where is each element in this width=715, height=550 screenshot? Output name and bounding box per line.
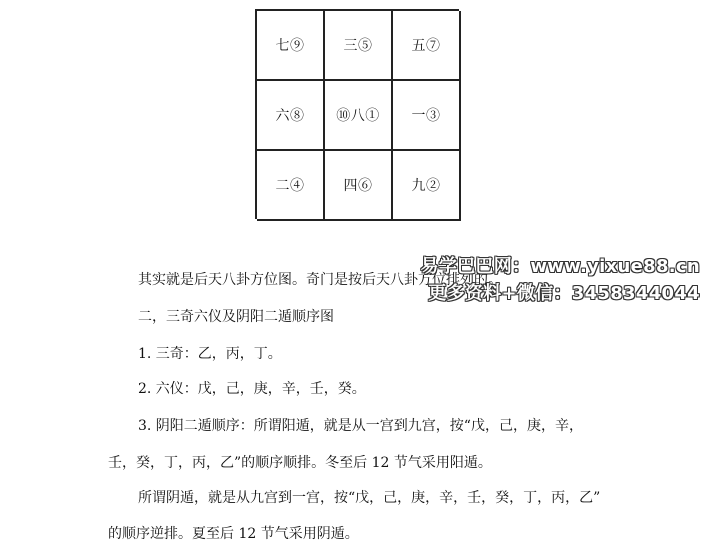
grid-cell: 二④ (257, 151, 325, 221)
grid-cell: 五⑦ (393, 11, 461, 81)
section-heading: 二，三奇六仪及阴阳二遁顺序图 (138, 309, 334, 325)
list-item: 2. 六仪：戊，己，庚，辛，壬，癸。 (138, 381, 366, 397)
grid-cell: 九② (393, 151, 461, 221)
grid-cell: 四⑥ (325, 151, 393, 221)
list-item-continuation: 壬，癸，丁，丙，乙”的顺序顺排。冬至后 12 节气采用阳遁。 (108, 455, 492, 471)
paragraph-text: 所谓阴遁，就是从九宫到一宫，按“戊，己，庚，辛，壬，癸，丁，丙，乙” (138, 490, 601, 506)
paragraph-text: 其实就是后天八卦方位图。奇门是按后天八卦方位排列的。 (138, 272, 502, 288)
luoshu-grid (255, 9, 459, 219)
list-item: 1. 三奇：乙，丙，丁。 (138, 346, 282, 362)
watermark-site: 易学巴巴网：www.yixue88.cn (420, 256, 700, 277)
watermark-contact: 更多资料+微信：3458344044 (428, 283, 700, 304)
paragraph-text: 的顺序逆排。夏至后 12 节气采用阴遁。 (108, 526, 359, 542)
grid-cell: 三⑤ (325, 11, 393, 81)
grid-cell: 七⑨ (257, 11, 325, 81)
grid-cell: ⑩八① (325, 81, 393, 151)
grid-cell: 六⑧ (257, 81, 325, 151)
list-item: 3. 阴阳二遁顺序：所谓阳遁，就是从一宫到九宫，按“戊，己，庚，辛， (138, 418, 583, 434)
grid-cell: 一③ (393, 81, 461, 151)
